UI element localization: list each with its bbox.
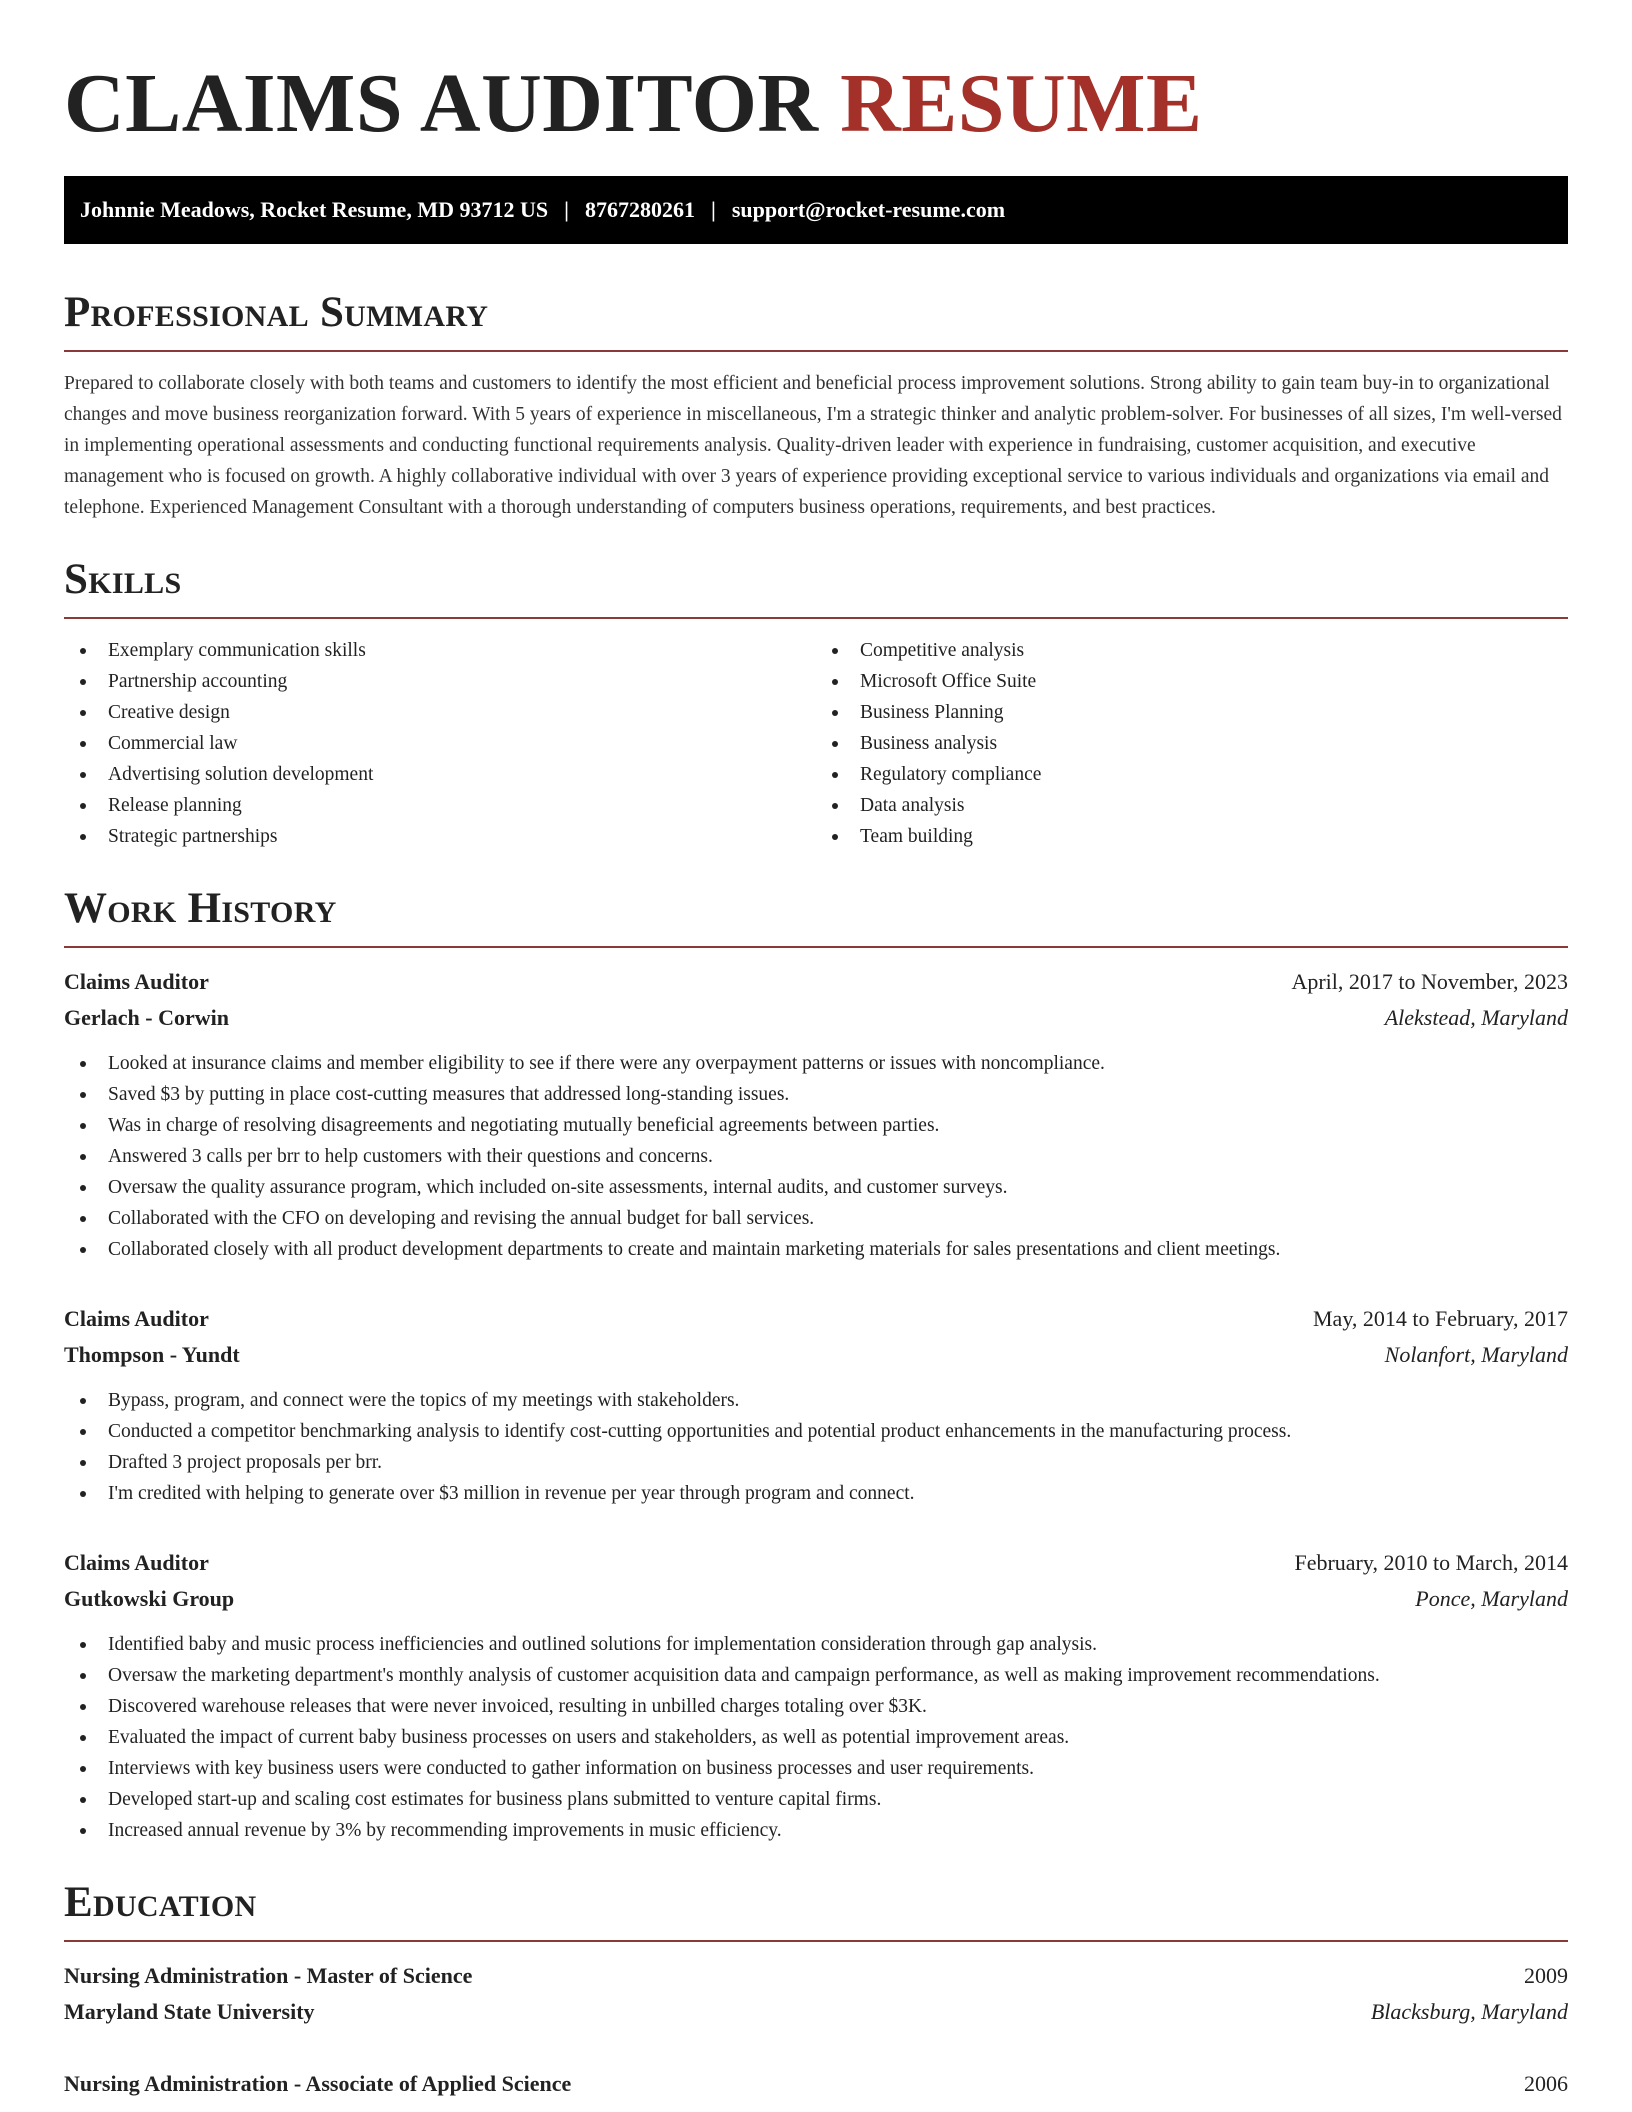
job-dates: April, 2017 to November, 2023 [1291,969,1568,994]
job-header-row [64,1301,1568,1337]
title-accent: RESUME [840,57,1203,150]
contact-address: Johnnie Meadows, Rocket Resume, MD 93712 US [80,197,549,222]
summary-text: Prepared to collaborate closely with both teams and customers to identify the most efficient and beneficial process improvement solutions. Strong ability to gain team buy-in to organizational changes and move business reorganization forward. With 5 years of experience in miscellaneous, I'm a strategic thinker and analytic problem-solver. For businesses of all sizes, I'm well-versed in implementing operational assessments and conducting functional requirements analysis. Quality-driven leader with experience in fundraising, customer acquisition, and executive management who is focused on growth. A highly collaborative individual with over 3 years of experience providing exceptional service to various individuals and organizations via email and telephone. Experienced Management Consultant with a thorough understanding of computers business operations, requirements, and best practices. [64,373,1562,518]
skill-item: Regulatory compliance [816,759,1568,790]
skill-item: Team building [816,821,1568,852]
skills-heading: Skills [64,556,182,603]
job-company-row [64,1581,1568,1617]
job-title: Claims Auditor [64,1306,209,1331]
skill-item: Exemplary communication skills [64,635,816,666]
skill-item: Creative design [64,697,816,728]
summary-heading: Professional Summary [64,289,489,336]
job-bullet: Answered 3 calls per brr to help customers with their questions and concerns. [64,1141,1568,1172]
skill-item: Release planning [64,790,816,821]
skills-columns [64,635,1568,852]
job-bullet: Discovered warehouse releases that were never invoiced, resulting in unbilled charges totaling over $3K. [64,1691,1568,1722]
work-history-heading: Work History [64,885,337,932]
section-divider [64,1940,1568,1942]
skill-item: Partnership accounting [64,666,816,697]
job-dates: February, 2010 to March, 2014 [1294,1550,1568,1575]
education-year: 2009 [1524,1963,1568,1988]
contact-bar [64,176,1568,244]
skill-item: Data analysis [816,790,1568,821]
job-bullet: Looked at insurance claims and member eligibility to see if there were any overpayment patterns or issues with noncompliance. [64,1048,1568,1079]
job-bullet: Was in charge of resolving disagreements and negotiating mutually beneficial agreements between parties. [64,1110,1568,1141]
job-dates: May, 2014 to February, 2017 [1313,1306,1568,1331]
job-bullet: Identified baby and music process inefficiencies and outlined solutions for implementation consideration through gap analysis. [64,1629,1568,1660]
skill-item: Business analysis [816,728,1568,759]
job-location: Nolanfort, Maryland [1384,1342,1568,1367]
contact-phone: 8767280261 [584,197,695,222]
job-location: Ponce, Maryland [1415,1586,1568,1611]
contact-email: support@rocket-resume.com [731,197,1006,222]
job-bullet: Developed start-up and scaling cost estimates for business plans submitted to venture capital firms. [64,1784,1568,1815]
job-header-row [64,1545,1568,1581]
job-company: Thompson - Yundt [64,1342,240,1367]
resume-title [64,0,1568,150]
education-school: Maryland State University [64,1999,315,2024]
job-bullet: Increased annual revenue by 3% by recommending improvements in music efficiency. [64,1815,1568,1846]
skill-item: Competitive analysis [816,635,1568,666]
job-bullet: Interviews with key business users were conducted to gather information on business processes and user requirements. [64,1753,1568,1784]
education-header-row [64,2066,1568,2102]
section-divider [64,946,1568,948]
contact-separator: | [710,197,716,222]
job-entry [64,1301,1568,1509]
education-entry [64,1958,1568,2030]
job-header-row [64,964,1568,1000]
skills-list-left [64,635,816,852]
job-bullets [64,1048,1568,1265]
job-bullet: Conducted a competitor benchmarking analysis to identify cost-cutting opportunities and potential product enhancements in the manufacturing process. [64,1416,1568,1447]
education-location: Blacksburg, Maryland [1370,1999,1568,2024]
skill-item: Business Planning [816,697,1568,728]
job-entry [64,1545,1568,1846]
education-section [64,1876,1568,2102]
job-bullets [64,1385,1568,1509]
education-header-row [64,1958,1568,1994]
job-bullet: I'm credited with helping to generate over $3 million in revenue per year through program and connect. [64,1478,1568,1509]
education-degree: Nursing Administration - Associate of Applied Science [64,2071,572,2096]
job-bullet: Oversaw the marketing department's monthly analysis of customer acquisition data and campaign performance, as well as making improvement recommendations. [64,1660,1568,1691]
title-main: CLAIMS AUDITOR [64,57,819,150]
work-history-section [64,882,1568,1846]
job-bullet: Oversaw the quality assurance program, which included on-site assessments, internal audits, and customer surveys. [64,1172,1568,1203]
skill-item: Strategic partnerships [64,821,816,852]
education-year: 2006 [1524,2071,1568,2096]
job-bullet: Drafted 3 project proposals per brr. [64,1447,1568,1478]
job-bullet: Bypass, program, and connect were the topics of my meetings with stakeholders. [64,1385,1568,1416]
job-title: Claims Auditor [64,969,209,994]
section-divider [64,617,1568,619]
skill-item: Microsoft Office Suite [816,666,1568,697]
skills-list-right [816,635,1568,852]
job-bullet: Saved $3 by putting in place cost-cutting measures that addressed long-standing issues. [64,1079,1568,1110]
section-divider [64,350,1568,352]
contact-separator: | [564,197,569,222]
skills-section [64,553,1568,852]
skill-item: Advertising solution development [64,759,816,790]
job-company: Gerlach - Corwin [64,1005,229,1030]
job-company: Gutkowski Group [64,1586,235,1611]
job-bullets [64,1629,1568,1846]
job-company-row [64,1000,1568,1036]
education-school-row [64,1994,1568,2030]
job-location: Alekstead, Maryland [1384,1005,1568,1030]
job-bullet: Collaborated with the CFO on developing and revising the annual budget for ball services. [64,1203,1568,1234]
skill-item: Commercial law [64,728,816,759]
job-bullet: Collaborated closely with all product development departments to create and maintain marketing materials for sales presentations and client meetings. [64,1234,1568,1265]
education-heading: Education [64,1879,257,1926]
education-degree: Nursing Administration - Master of Science [64,1963,473,1988]
education-entry [64,2066,1568,2102]
summary-section [64,286,1568,523]
job-company-row [64,1337,1568,1373]
job-entry [64,964,1568,1265]
job-title: Claims Auditor [64,1550,209,1575]
job-bullet: Evaluated the impact of current baby business processes on users and stakeholders, as well as potential improvement areas. [64,1722,1568,1753]
